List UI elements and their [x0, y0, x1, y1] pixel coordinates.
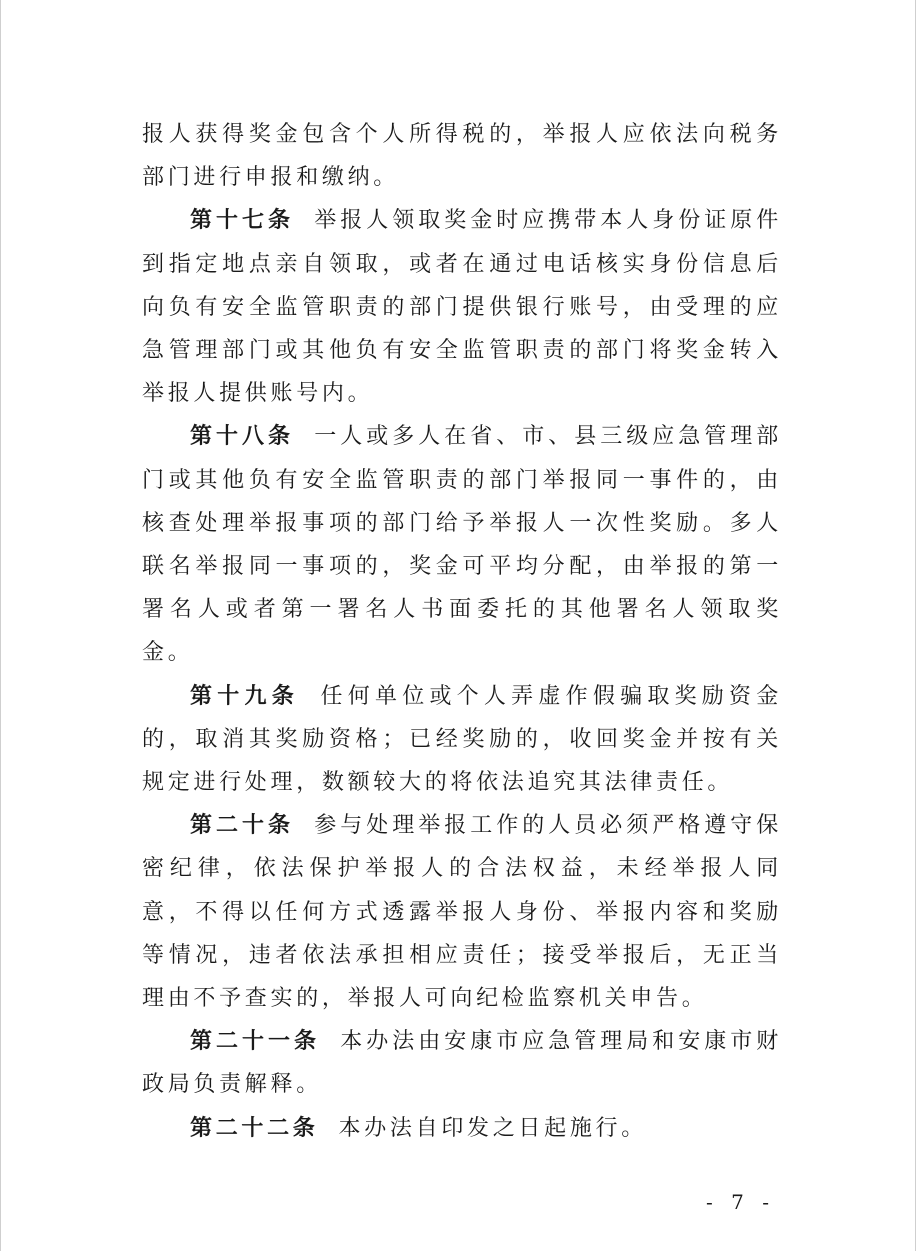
article-text: 参与处理举报工作的人员必须严格遵守保密纪律，依法保护举报人的合法权益，未经举报人同意，不得以任何方式透露举报人身份、举报内容和奖励等情况，违者依法承担相应责任；接受举报后，无正当理由不予查实的，举报人可向纪检监察机关申告。	[142, 813, 782, 1012]
article-17	[142, 199, 782, 415]
document-body	[142, 113, 782, 1150]
paragraph-continuation	[142, 113, 782, 199]
article-number: 第二十一条	[190, 1029, 320, 1055]
article-text: 本办法由安康市应急管理局和安康市财政局负责解释。	[142, 1029, 782, 1098]
article-number: 第十八条	[190, 424, 294, 450]
article-number: 第十七条	[190, 208, 294, 234]
article-18	[142, 415, 782, 674]
article-21	[142, 1020, 782, 1106]
page-number: - 7 -	[706, 1190, 775, 1214]
article-number: 第二十条	[190, 813, 294, 839]
article-text: 一人或多人在省、市、县三级应急管理部门或其他负有安全监管职责的部门举报同一事件的，由核查处理举报事项的部门给予举报人一次性奖励。多人联名举报同一事项的，奖金可平均分配，由举报的第一署名人或者第一署名人书面委托的其他署名人领取奖金。	[142, 424, 782, 666]
article-number: 第二十二条	[190, 1115, 319, 1141]
article-text: 举报人领取奖金时应携带本人身份证原件到指定地点亲自领取，或者在通过电话核实身份信息后向负有安全监管职责的部门提供银行账号，由受理的应急管理部门或其他负有安全监管职责的部门将奖金转入举报人提供账号内。	[142, 208, 782, 407]
article-19	[142, 675, 782, 805]
article-text: 本办法自印发之日起施行。	[338, 1115, 647, 1141]
article-number: 第十九条	[190, 683, 299, 709]
paragraph-text: 报人获得奖金包含个人所得税的，举报人应依法向税务部门进行申报和缴纳。	[142, 122, 782, 191]
article-20	[142, 804, 782, 1020]
article-text: 任何单位或个人弄虚作假骗取奖励资金的，取消其奖励资格；已经奖励的，收回奖金并按有关规定进行处理，数额较大的将依法追究其法律责任。	[142, 683, 782, 796]
article-22	[142, 1107, 782, 1150]
